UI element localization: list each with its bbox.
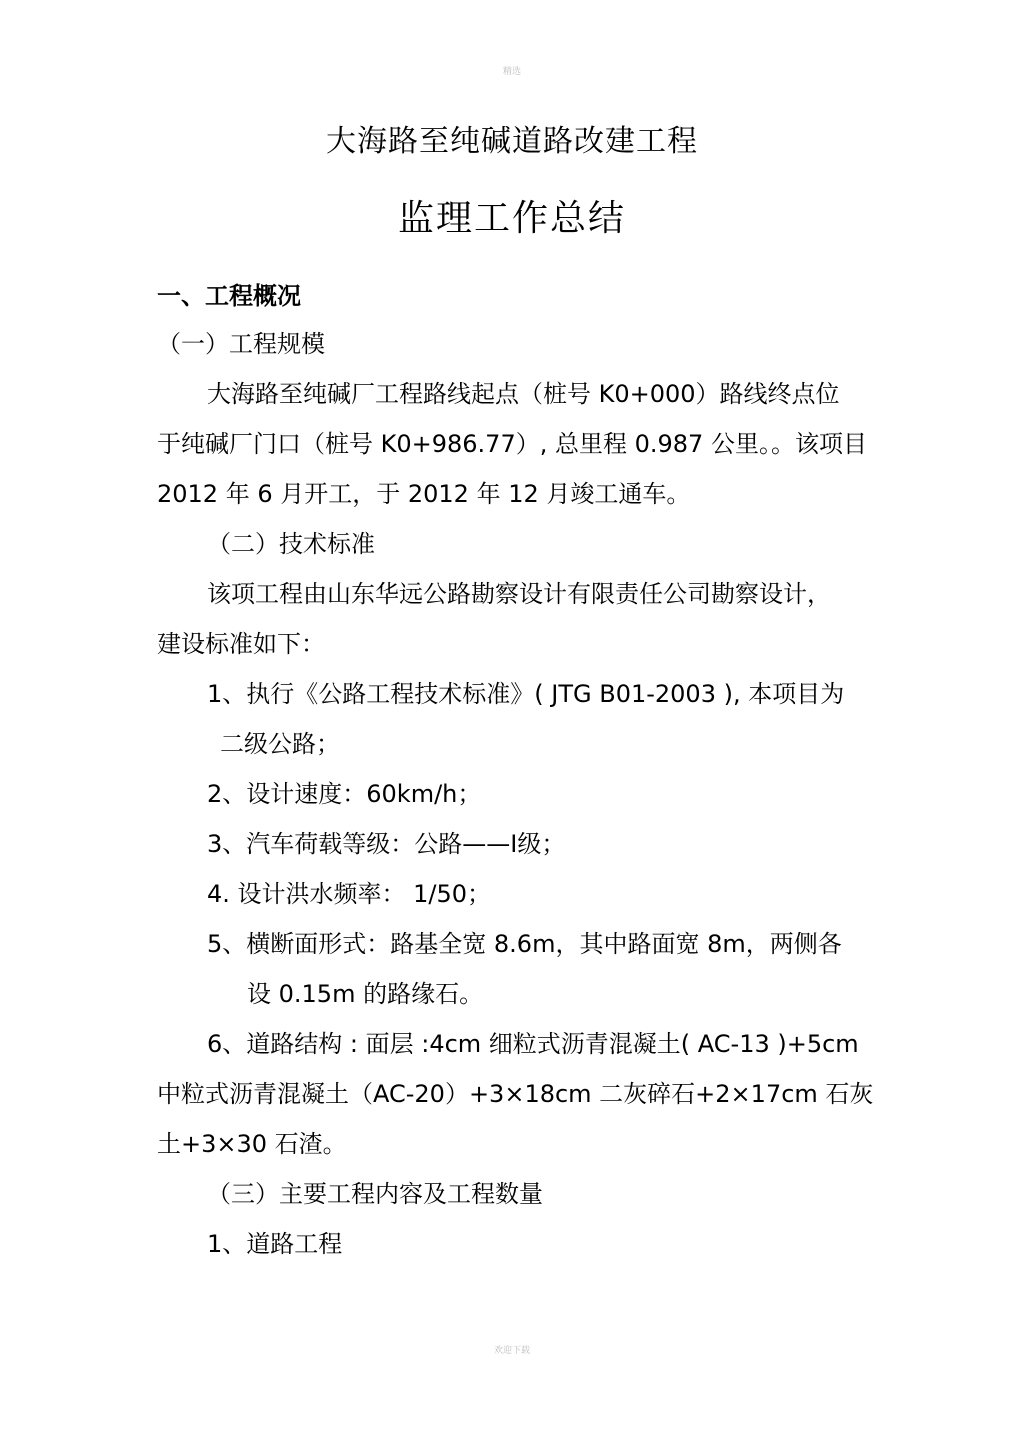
list-item: 1、道路工程 [207,1230,343,1258]
subsection-heading: （一）工程规模 [157,330,325,358]
subsection-heading: （三）主要工程内容及工程数量 [207,1180,543,1208]
paragraph-line: 大海路至纯碱厂工程路线起点（桩号 K0+000）路线终点位 [207,380,840,408]
list-item: 土+3×30 石渣。 [157,1130,347,1158]
paragraph-line: 2012 年 6 月开工，于 2012 年 12 月竣工通车。 [157,480,691,508]
list-item: 3、汽车荷载等级：公路——I级； [207,830,566,858]
watermark-bottom: 欢迎下载 [493,1346,530,1356]
list-item: 4. 设计洪水频率： 1/50； [207,880,492,908]
list-item: 二级公路； [220,730,340,758]
list-item: 6、道路结构 : 面层 :4cm 细粒式沥青混凝土( AC-13 )+5cm [207,1030,859,1058]
list-item: 5、横断面形式：路基全宽 8.6m，其中路面宽 8m，两侧各 [207,930,842,958]
list-item: 设 0.15m 的路缘石。 [247,980,484,1008]
watermark-top: 精选 [502,67,521,77]
section-heading: 一、工程概况 [157,282,301,310]
paragraph-line: 该项工程由山东华远公路勘察设计有限责任公司勘察设计， [207,580,831,608]
document-title: 大海路至纯碱道路改建工程 [326,124,698,159]
paragraph-line: 建设标准如下： [157,630,325,658]
document-subtitle: 监理工作总结 [397,198,626,239]
paragraph-line: 于纯碱厂门口（桩号 K0+986.77）, 总里程 0.987 公里。。该项目 [157,430,867,458]
subsection-heading: （二）技术标准 [207,530,375,558]
list-item: 2、设计速度：60km/h； [207,780,482,808]
list-item: 中粒式沥青混凝土（AC-20）+3×18cm 二灰碎石+2×17cm 石灰 [157,1080,874,1108]
list-item: 1、执行《公路工程技术标准》( JTG B01-2003 ), 本项目为 [207,680,845,708]
